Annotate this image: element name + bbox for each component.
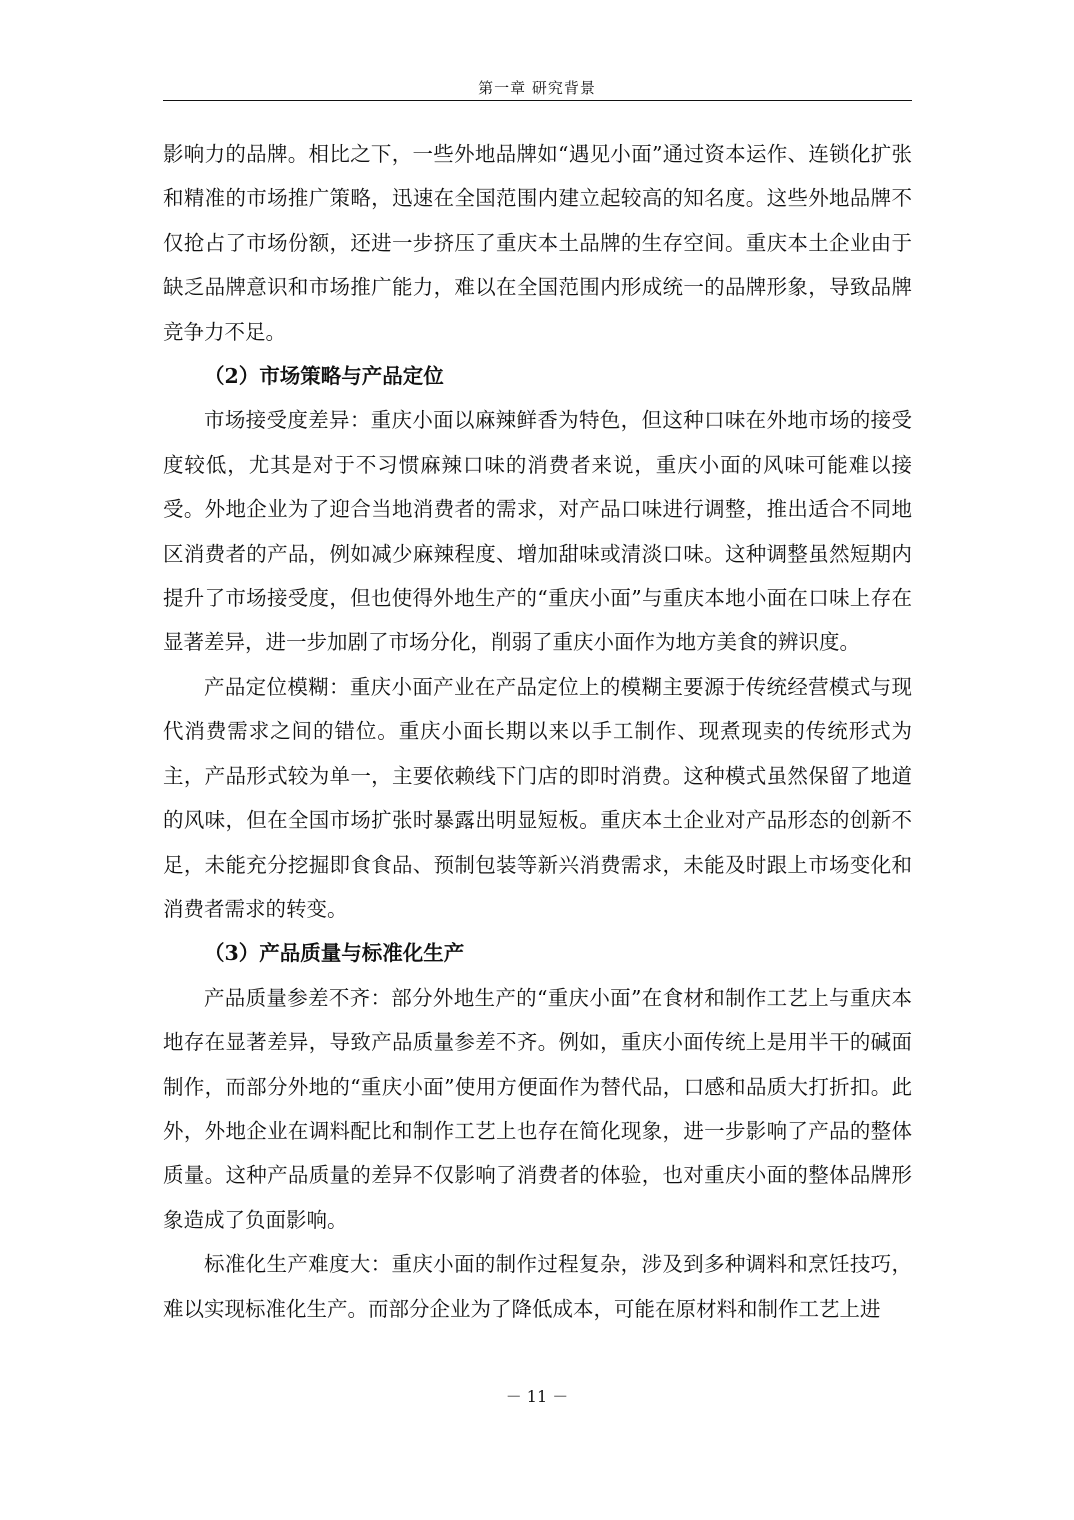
section-heading-quality-standardization: （3）产品质量与标准化生产 <box>204 941 465 966</box>
body-text <box>163 132 912 1331</box>
paragraph-product-quality: 产品质量参差不齐：部分外地生产的“重庆小面”在食材和制作工艺上与重庆本地存在显著差异，导致产品质量参差不齐。例如，重庆小面传统上是用半干的碱面制作，而部分外地的“重庆小面”使用方便面作为替代品，口感和品质大打折扣。此外，外地企业在调料配比和制作工艺上也存在简化现象，进一步影响了产品的整体质量。这种产品质量的差异不仅影响了消费者的体验，也对重庆小面的整体品牌形象造成了负面影响。 <box>163 985 912 1232</box>
header-rule <box>163 100 912 101</box>
section-heading-market-strategy: （2）市场策略与产品定位 <box>204 364 444 389</box>
paragraph-brand-influence: 影响力的品牌。相比之下，一些外地品牌如“遇见小面”通过资本运作、连锁化扩张和精准的市场推广策略，迅速在全国范围内建立起较高的知名度。这些外地品牌不仅抢占了市场份额，还进一步挤压了重庆本土品牌的生存空间。重庆本土企业由于缺乏品牌意识和市场推广能力，难以在全国范围内形成统一的品牌形象，导致品牌竞争力不足。 <box>163 142 912 344</box>
paragraph-product-positioning: 产品定位模糊：重庆小面产业在产品定位上的模糊主要源于传统经营模式与现代消费需求之间的错位。重庆小面长期以来以手工制作、现煮现卖的传统形式为主，产品形式较为单一，主要依赖线下门店的即时消费。这种模式虽然保留了地道的风味，但在全国市场扩张时暴露出明显短板。重庆本土企业对产品形态的创新不足，未能充分挖掘即食食品、预制包装等新兴消费需求，未能及时跟上市场变化和消费者需求的转变。 <box>163 674 912 921</box>
paragraph-standardization-difficulty: 标准化生产难度大：重庆小面的制作过程复杂，涉及到多种调料和烹饪技巧，难以实现标准化生产。而部分企业为了降低成本，可能在原材料和制作工艺上进 <box>163 1252 912 1321</box>
paragraph-market-acceptance: 市场接受度差异：重庆小面以麻辣鲜香为特色，但这种口味在外地市场的接受度较低，尤其是对于不习惯麻辣口味的消费者来说，重庆小面的风味可能难以接受。外地企业为了迎合当地消费者的需求，对产品口味进行调整，推出适合不同地区消费者的产品，例如减少麻辣程度、增加甜味或清淡口味。这种调整虽然短期内提升了市场接受度，但也使得外地生产的“重庆小面”与重庆本地小面在口味上存在显著差异，进一步加剧了市场分化，削弱了重庆小面作为地方美食的辨识度。 <box>163 408 912 655</box>
running-header: 第一章 研究背景 <box>478 79 596 97</box>
page-number: － 11 － <box>505 1387 569 1406</box>
